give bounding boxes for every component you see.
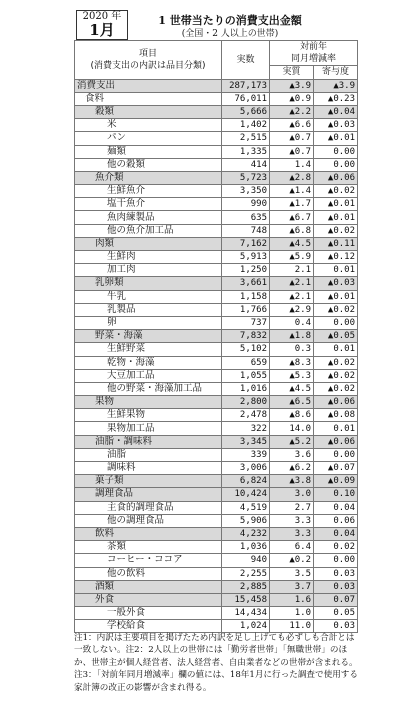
real-change-value: ▲0.7: [270, 132, 314, 145]
contribution-value: 0.04: [314, 527, 358, 540]
item-name: 大豆加工品: [75, 369, 222, 382]
table-row: [75, 185, 358, 198]
footnotes: 注1：内訳は主要項目を掲げたため内訳を足し上げても必ずしも合計とは一致しない。注2：2人以上の世帯には「勤労者世帯」「無職世帯」のほか、世帯主が個人経営者、法人経営者、自由業者などの世帯が含まれる。注3：「対前年同月増減率」欄の値には、18年1月に行った調査で使用する家計簿の改正の影響が含まれ得る。: [74, 633, 358, 693]
real-change-value: 3.0: [270, 488, 314, 501]
table-row: [75, 593, 358, 606]
real-change-value: 6.4: [270, 541, 314, 554]
table-row: [75, 382, 358, 395]
table-row: [75, 303, 358, 316]
contribution-value: ▲0.01: [314, 198, 358, 211]
item-name: 魚介類: [75, 171, 222, 184]
real-change-value: 0.4: [270, 316, 314, 329]
amount-value: 76,011: [222, 92, 270, 105]
contribution-value: ▲0.09: [314, 475, 358, 488]
amount-value: 4,232: [222, 527, 270, 540]
amount-value: 1,036: [222, 541, 270, 554]
header-item-sublabel: (消費支出の内訳は品目分類): [90, 60, 206, 71]
contribution-value: ▲0.11: [314, 237, 358, 250]
contribution-value: ▲0.04: [314, 105, 358, 118]
table-row: [75, 316, 358, 329]
contribution-value: 0.00: [314, 448, 358, 461]
real-change-value: ▲6.5: [270, 396, 314, 409]
year-label: 2020 年: [82, 11, 122, 22]
table-row: [75, 145, 358, 158]
table-row: [75, 580, 358, 593]
amount-value: 2,255: [222, 567, 270, 580]
item-name: パン: [75, 132, 222, 145]
table-row: [75, 198, 358, 211]
item-name: 乳製品: [75, 303, 222, 316]
item-name: 生鮮肉: [75, 251, 222, 264]
header-amount: 実数: [222, 41, 270, 80]
contribution-value: ▲0.05: [314, 330, 358, 343]
real-change-value: 1.0: [270, 607, 314, 620]
item-name: 牛乳: [75, 290, 222, 303]
table-row: [75, 554, 358, 567]
table-row: [75, 330, 358, 343]
amount-value: 287,173: [222, 79, 270, 92]
amount-value: 339: [222, 448, 270, 461]
real-change-value: ▲2.2: [270, 105, 314, 118]
item-name: 調理食品: [75, 488, 222, 501]
real-change-value: ▲6.7: [270, 211, 314, 224]
item-name: コーヒー・ココア: [75, 554, 222, 567]
amount-value: 5,913: [222, 251, 270, 264]
real-change-value: ▲3.9: [270, 79, 314, 92]
table-row: [75, 475, 358, 488]
contribution-value: ▲0.06: [314, 435, 358, 448]
contribution-value: ▲0.02: [314, 303, 358, 316]
amount-value: 5,666: [222, 105, 270, 118]
item-name: 茶類: [75, 541, 222, 554]
page-subtitle: (全国・2 人以上の世帯): [181, 29, 279, 39]
real-change-value: ▲5.2: [270, 435, 314, 448]
item-name: 油脂・調味料: [75, 435, 222, 448]
contribution-value: ▲0.02: [314, 224, 358, 237]
contribution-value: 0.06: [314, 514, 358, 527]
amount-value: 2,885: [222, 580, 270, 593]
item-name: 魚肉練製品: [75, 211, 222, 224]
amount-value: 322: [222, 422, 270, 435]
amount-value: 414: [222, 158, 270, 171]
table-row: [75, 92, 358, 105]
table-row: [75, 501, 358, 514]
amount-value: 3,006: [222, 462, 270, 475]
table-row: [75, 409, 358, 422]
table-row: [75, 251, 358, 264]
table-row: [75, 448, 358, 461]
real-change-value: 1.4: [270, 158, 314, 171]
item-name: 麺類: [75, 145, 222, 158]
item-name: 主食的調理食品: [75, 501, 222, 514]
real-change-value: ▲8.6: [270, 409, 314, 422]
real-change-value: 3.3: [270, 514, 314, 527]
contribution-value: ▲0.08: [314, 409, 358, 422]
amount-value: 1,335: [222, 145, 270, 158]
contribution-value: ▲0.01: [314, 290, 358, 303]
table-body: [75, 79, 358, 633]
table-row: [75, 343, 358, 356]
amount-value: 3,345: [222, 435, 270, 448]
real-change-value: ▲8.3: [270, 356, 314, 369]
amount-value: 3,350: [222, 185, 270, 198]
real-change-value: 3.3: [270, 527, 314, 540]
amount-value: 1,402: [222, 119, 270, 132]
contribution-value: ▲0.02: [314, 185, 358, 198]
spending-table: [74, 40, 358, 633]
contribution-value: 0.03: [314, 620, 358, 633]
table-row: [75, 119, 358, 132]
real-change-value: ▲2.9: [270, 303, 314, 316]
contribution-value: 0.03: [314, 580, 358, 593]
real-change-value: ▲1.8: [270, 330, 314, 343]
contribution-value: 0.05: [314, 607, 358, 620]
amount-value: 940: [222, 554, 270, 567]
header-yoy-rate: 同月増減率: [270, 53, 358, 66]
amount-value: 2,478: [222, 409, 270, 422]
item-name: 乾物・海藻: [75, 356, 222, 369]
header-contrib: 寄与度: [314, 66, 358, 79]
real-change-value: 14.0: [270, 422, 314, 435]
real-change-value: ▲4.5: [270, 237, 314, 250]
real-change-value: ▲6.2: [270, 462, 314, 475]
table-row: [75, 396, 358, 409]
amount-value: 10,424: [222, 488, 270, 501]
table-row: [75, 607, 358, 620]
table-row: [75, 620, 358, 633]
item-name: 果物: [75, 396, 222, 409]
contribution-value: ▲0.02: [314, 369, 358, 382]
table-row: [75, 435, 358, 448]
table-row: [75, 369, 358, 382]
table-row: [75, 211, 358, 224]
item-name: 他の魚介加工品: [75, 224, 222, 237]
page-title: 1 世帯当たりの消費支出金額: [158, 14, 302, 27]
header-item: [75, 41, 222, 80]
item-name: 調味料: [75, 462, 222, 475]
item-name: 穀類: [75, 105, 222, 118]
real-change-value: ▲0.9: [270, 92, 314, 105]
contribution-value: 0.10: [314, 488, 358, 501]
real-change-value: ▲1.4: [270, 185, 314, 198]
contribution-value: ▲0.01: [314, 132, 358, 145]
contribution-value: ▲0.06: [314, 171, 358, 184]
item-name: 酒類: [75, 580, 222, 593]
table-row: [75, 79, 358, 92]
amount-value: 748: [222, 224, 270, 237]
contribution-value: ▲3.9: [314, 79, 358, 92]
contribution-value: 0.00: [314, 158, 358, 171]
amount-value: 5,906: [222, 514, 270, 527]
amount-value: 4,519: [222, 501, 270, 514]
contribution-value: ▲0.02: [314, 356, 358, 369]
table-row: [75, 356, 358, 369]
amount-value: 1,250: [222, 264, 270, 277]
contribution-value: 0.02: [314, 541, 358, 554]
amount-value: 15,458: [222, 593, 270, 606]
real-change-value: 11.0: [270, 620, 314, 633]
item-name: 米: [75, 119, 222, 132]
item-name: 塩干魚介: [75, 198, 222, 211]
item-name: 外食: [75, 593, 222, 606]
item-name: 生鮮魚介: [75, 185, 222, 198]
item-name: 消費支出: [75, 79, 222, 92]
amount-value: 659: [222, 356, 270, 369]
real-change-value: ▲0.7: [270, 145, 314, 158]
real-change-value: ▲2.1: [270, 290, 314, 303]
contribution-value: ▲0.01: [314, 211, 358, 224]
table-row: [75, 237, 358, 250]
amount-value: 3,661: [222, 277, 270, 290]
item-name: 菓子類: [75, 475, 222, 488]
real-change-value: ▲4.5: [270, 382, 314, 395]
item-name: 生鮮野菜: [75, 343, 222, 356]
contribution-value: 0.07: [314, 593, 358, 606]
real-change-value: 1.6: [270, 593, 314, 606]
amount-value: 635: [222, 211, 270, 224]
amount-value: 2,515: [222, 132, 270, 145]
amount-value: 6,824: [222, 475, 270, 488]
table-row: [75, 158, 358, 171]
table-row: [75, 224, 358, 237]
item-name: 飲料: [75, 527, 222, 540]
table-row: [75, 422, 358, 435]
amount-value: 14,434: [222, 607, 270, 620]
header-real: 実質: [270, 66, 314, 79]
amount-value: 7,832: [222, 330, 270, 343]
real-change-value: ▲5.9: [270, 251, 314, 264]
item-name: 加工肉: [75, 264, 222, 277]
real-change-value: 2.7: [270, 501, 314, 514]
table-row: [75, 567, 358, 580]
table-row: [75, 105, 358, 118]
contribution-value: 0.00: [314, 554, 358, 567]
table-row: [75, 277, 358, 290]
contribution-value: 0.00: [314, 316, 358, 329]
table-row: [75, 527, 358, 540]
amount-value: 737: [222, 316, 270, 329]
item-name: 一般外食: [75, 607, 222, 620]
real-change-value: ▲6.8: [270, 224, 314, 237]
item-name: 野菜・海藻: [75, 330, 222, 343]
amount-value: 1,024: [222, 620, 270, 633]
item-name: 学校給食: [75, 620, 222, 633]
amount-value: 1,766: [222, 303, 270, 316]
real-change-value: 3.7: [270, 580, 314, 593]
contribution-value: ▲0.02: [314, 382, 358, 395]
item-name: 他の飲料: [75, 567, 222, 580]
real-change-value: ▲2.8: [270, 171, 314, 184]
contribution-value: 0.01: [314, 422, 358, 435]
real-change-value: 3.6: [270, 448, 314, 461]
table-row: [75, 462, 358, 475]
contribution-value: ▲0.07: [314, 462, 358, 475]
item-name: 肉類: [75, 237, 222, 250]
real-change-value: 2.1: [270, 264, 314, 277]
real-change-value: ▲5.3: [270, 369, 314, 382]
header-yoy: 対前年: [270, 41, 358, 54]
real-change-value: 0.3: [270, 343, 314, 356]
contribution-value: 0.03: [314, 567, 358, 580]
table-row: [75, 541, 358, 554]
table-row: [75, 264, 358, 277]
amount-value: 1,016: [222, 382, 270, 395]
contribution-value: 0.01: [314, 264, 358, 277]
real-change-value: ▲1.7: [270, 198, 314, 211]
amount-value: 2,800: [222, 396, 270, 409]
real-change-value: ▲6.6: [270, 119, 314, 132]
real-change-value: ▲2.1: [270, 277, 314, 290]
contribution-value: ▲0.12: [314, 251, 358, 264]
amount-value: 1,158: [222, 290, 270, 303]
item-name: 他の調理食品: [75, 514, 222, 527]
contribution-value: 0.04: [314, 501, 358, 514]
contribution-value: 0.01: [314, 343, 358, 356]
real-change-value: ▲3.8: [270, 475, 314, 488]
item-name: 果物加工品: [75, 422, 222, 435]
amount-value: 5,723: [222, 171, 270, 184]
amount-value: 1,055: [222, 369, 270, 382]
item-name: 乳卵類: [75, 277, 222, 290]
item-name: 油脂: [75, 448, 222, 461]
table-row: [75, 514, 358, 527]
table-row: [75, 132, 358, 145]
contribution-value: ▲0.03: [314, 277, 358, 290]
table-row: [75, 171, 358, 184]
item-name: 生鮮果物: [75, 409, 222, 422]
header-item-label: 項目: [138, 48, 157, 59]
month-label: 1月: [89, 21, 115, 39]
date-box: [76, 10, 128, 40]
contribution-value: ▲0.03: [314, 119, 358, 132]
item-name: 他の穀類: [75, 158, 222, 171]
amount-value: 5,102: [222, 343, 270, 356]
contribution-value: ▲0.23: [314, 92, 358, 105]
amount-value: 990: [222, 198, 270, 211]
table-row: [75, 488, 358, 501]
item-name: 卵: [75, 316, 222, 329]
item-name: 食料: [75, 92, 222, 105]
item-name: 他の野菜・海藻加工品: [75, 382, 222, 395]
contribution-value: ▲0.06: [314, 396, 358, 409]
real-change-value: ▲0.2: [270, 554, 314, 567]
contribution-value: 0.00: [314, 145, 358, 158]
amount-value: 7,162: [222, 237, 270, 250]
table-row: [75, 290, 358, 303]
real-change-value: 3.5: [270, 567, 314, 580]
